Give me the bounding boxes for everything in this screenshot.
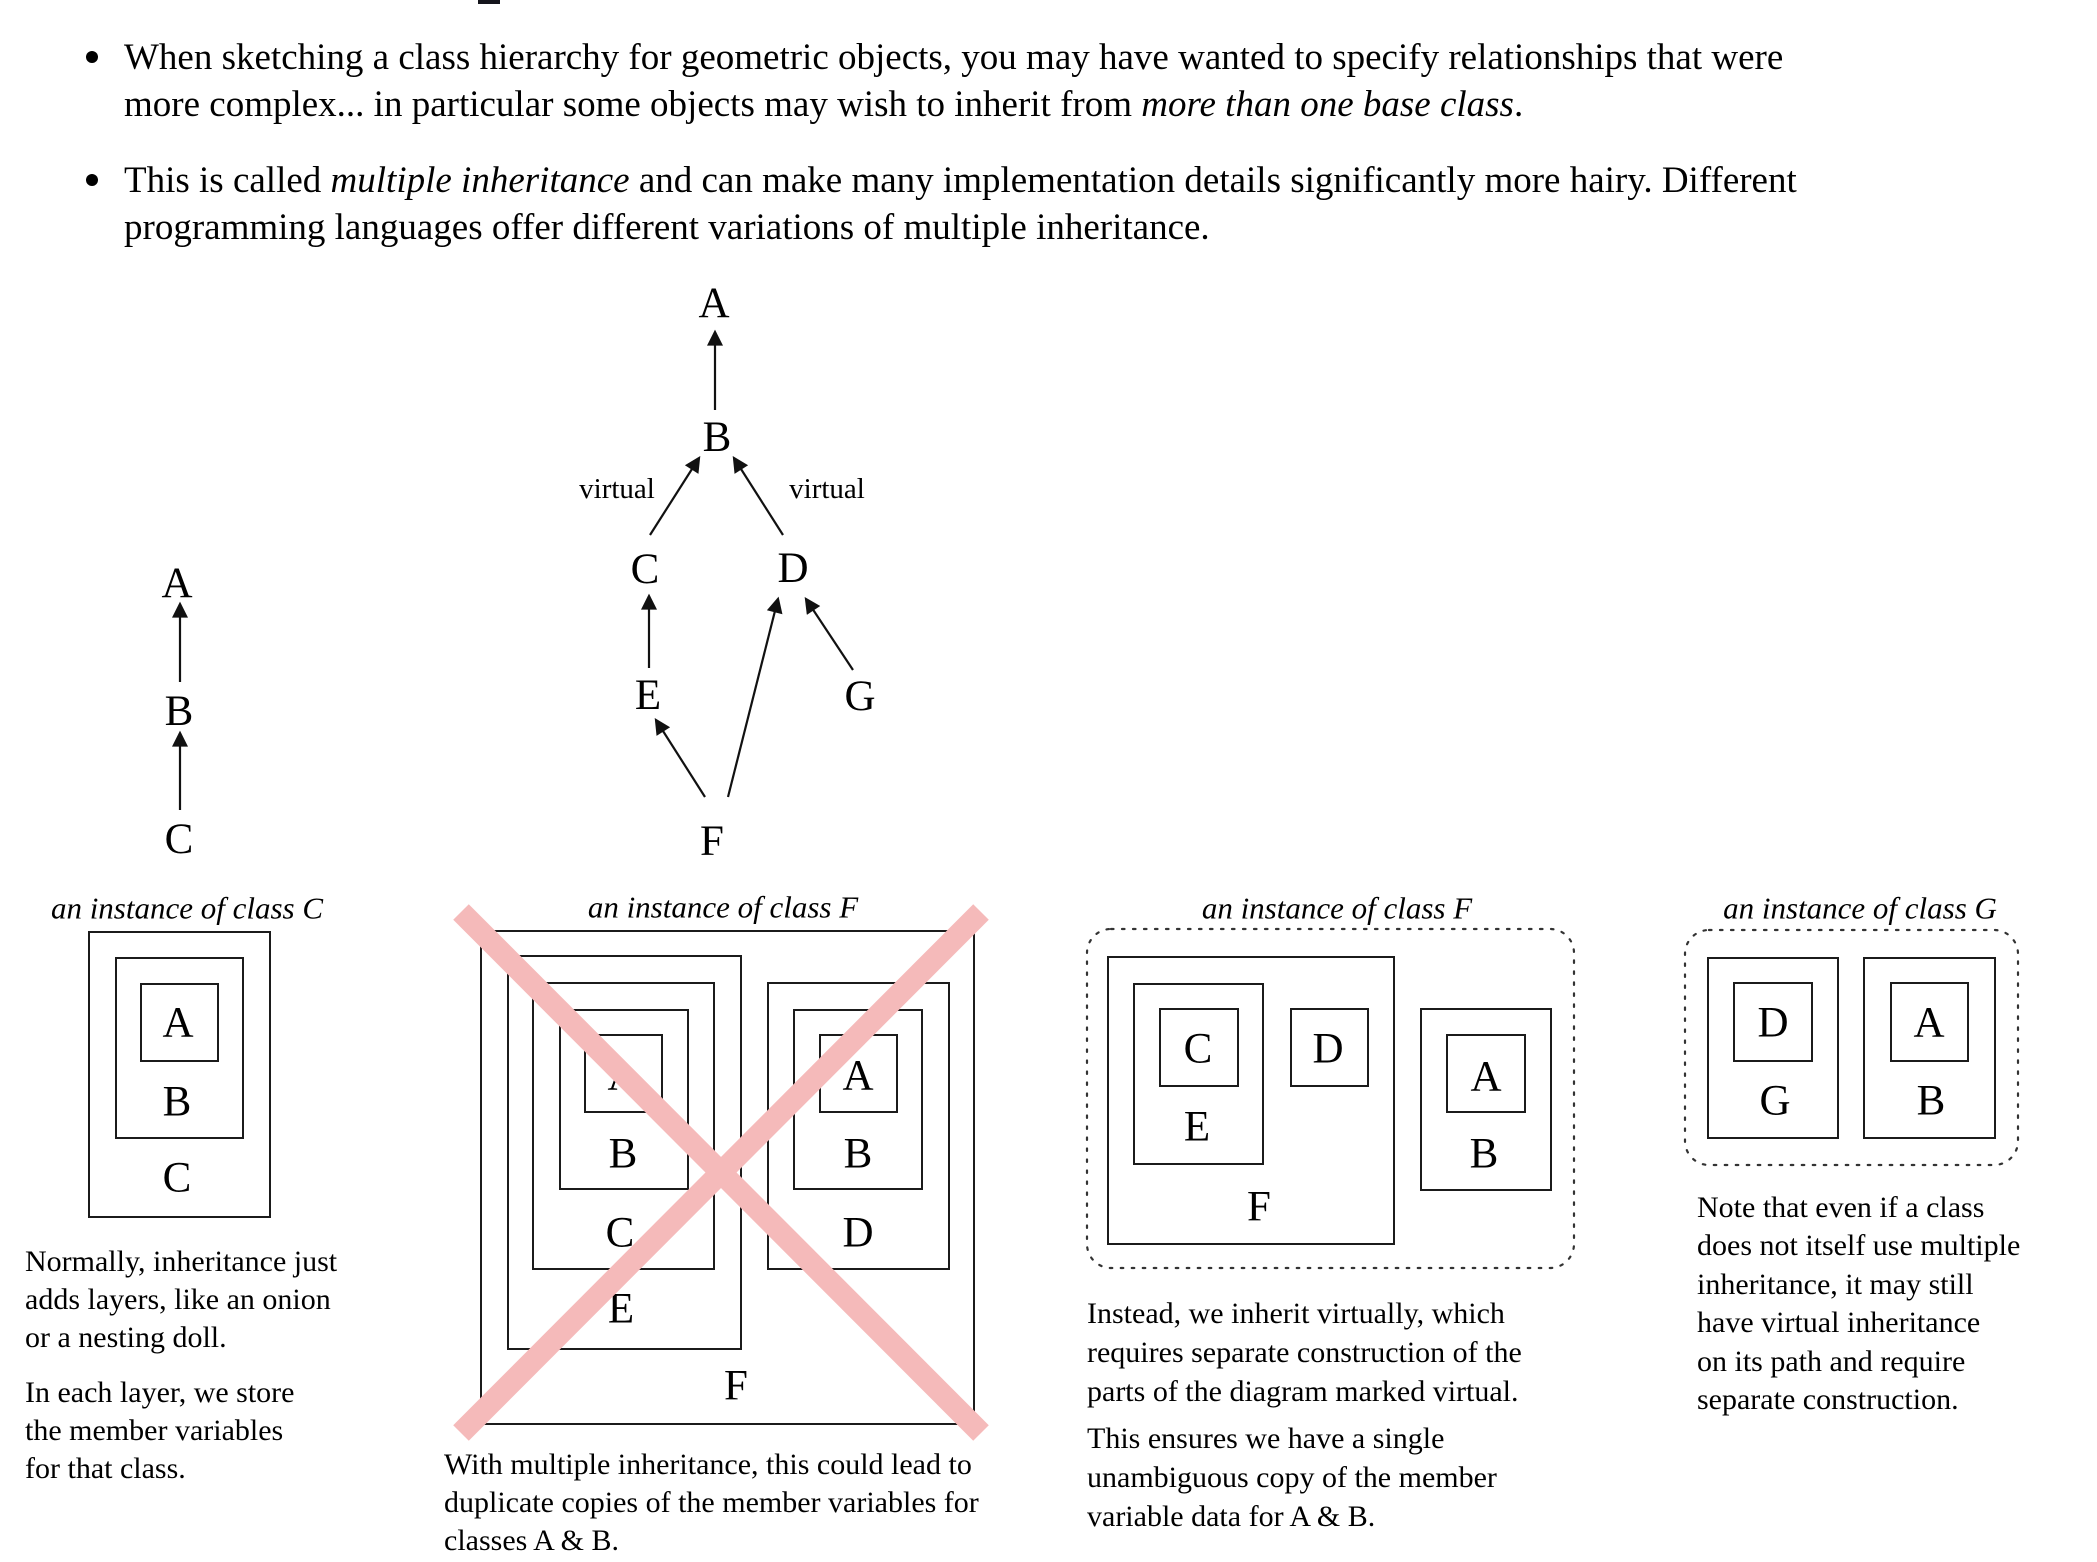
bullet-2-line1-post: and can make many implementation details significantly more hairy. Different xyxy=(629,160,1797,201)
caption-onion xyxy=(25,1243,337,1488)
bullet-dot xyxy=(86,51,98,63)
instance-fbad-label-c: C xyxy=(605,1209,635,1257)
instance-fbad-label-d: D xyxy=(842,1209,874,1257)
instance-fbad-title: an instance of class F xyxy=(587,889,859,925)
caption-line: have virtual inheritance xyxy=(1697,1306,1981,1340)
instance-fbad-label-b2: B xyxy=(843,1130,873,1178)
caption-line: adds layers, like an onion xyxy=(25,1283,331,1316)
cropped-title-remnant xyxy=(478,0,500,4)
node-c: C xyxy=(630,546,660,593)
instance-g-label-a: A xyxy=(1913,999,1945,1047)
instance-fgood-label-a: A xyxy=(1470,1053,1502,1101)
caption-line: for that class. xyxy=(25,1452,186,1485)
instance-c-title: an instance of class C xyxy=(50,890,324,926)
caption-line: inheritance, it may still xyxy=(1697,1267,1974,1301)
caption-line: on its path and require xyxy=(1697,1344,1966,1378)
bullet-2-line1-pre: This is called xyxy=(124,160,331,201)
instance-fgood-label-e: E xyxy=(1183,1103,1211,1151)
edge-d-to-b-virtual xyxy=(734,458,783,535)
caption-line: or a nesting doll. xyxy=(25,1321,227,1354)
edge-g-to-d xyxy=(806,599,853,670)
instance-fbad-label-e: E xyxy=(607,1285,635,1333)
virtual-label-right: virtual xyxy=(789,473,865,505)
node-d: D xyxy=(777,545,809,592)
caption-line: With multiple inheritance, this could lead to xyxy=(444,1448,972,1481)
instance-fgood-title: an instance of class F xyxy=(1201,890,1473,926)
instance-g-label-b: B xyxy=(1916,1077,1946,1125)
bullet-1-line2-pre: more complex... in particular some objects may wish to inherit from xyxy=(124,84,1142,125)
instance-g-label-d: D xyxy=(1757,999,1789,1047)
instance-fgood-label-b: B xyxy=(1469,1130,1499,1178)
instance-g-title: an instance of class G xyxy=(1723,890,1997,926)
caption-line: parts of the diagram marked virtual. xyxy=(1087,1375,1519,1408)
edge-c-to-b-virtual xyxy=(650,458,699,535)
bullet-2-line2: programming languages offer different variations of multiple inheritance. xyxy=(124,207,1210,248)
bullet-1 xyxy=(124,34,1783,128)
crossed-out-x-icon xyxy=(450,900,995,1445)
bullet-1-line2-post: . xyxy=(1513,84,1524,125)
caption-line: In each layer, we store xyxy=(25,1376,295,1409)
edge-f-to-e xyxy=(656,720,705,797)
caption-line: the member variables xyxy=(25,1414,284,1447)
instance-fbad-label-a2: A xyxy=(842,1052,874,1100)
caption-note xyxy=(1697,1189,2020,1419)
instance-fbad-label-f: F xyxy=(724,1362,748,1410)
caption-line: unambiguous copy of the member xyxy=(1087,1461,1497,1494)
bullet-1-emphasis: more than one base class xyxy=(1141,84,1514,125)
class-hierarchy-diagram xyxy=(60,280,960,880)
caption-duplicate xyxy=(444,1446,979,1560)
caption-line: requires separate construction of the xyxy=(1087,1336,1522,1369)
virtual-label-left: virtual xyxy=(579,473,655,505)
caption-line: classes A & B. xyxy=(444,1524,620,1557)
node-e: E xyxy=(634,672,662,719)
node-g: G xyxy=(844,673,876,720)
caption-line: variable data for A & B. xyxy=(1087,1500,1376,1533)
instance-c-label-a: A xyxy=(162,999,194,1047)
bullet-2 xyxy=(124,157,1797,251)
instance-fbad-label-b1: B xyxy=(608,1130,638,1178)
instance-fgood-label-f: F xyxy=(1247,1183,1271,1231)
bullet-2-emphasis: multiple inheritance xyxy=(330,160,630,201)
node-b: B xyxy=(702,414,732,461)
instance-fgood-label-d: D xyxy=(1312,1025,1344,1073)
caption-line: Normally, inheritance just xyxy=(25,1245,338,1278)
instance-c-label-c: C xyxy=(162,1154,192,1202)
instance-fgood-label-c: C xyxy=(1183,1025,1213,1073)
bullet-1-line1: When sketching a class hierarchy for geometric objects, you may have wanted to specify relationships that were xyxy=(124,37,1784,78)
instance-g-label-g: G xyxy=(1759,1077,1791,1125)
caption-line: does not itself use multiple xyxy=(1697,1229,2021,1263)
edge-f-to-d xyxy=(728,599,778,797)
node-f: F xyxy=(700,818,724,865)
instance-fbad-label-a1: A xyxy=(607,1052,639,1100)
node-a: A xyxy=(161,560,193,607)
node-b: B xyxy=(164,688,194,735)
caption-line: duplicate copies of the member variables for xyxy=(444,1486,979,1519)
instance-c-label-b: B xyxy=(162,1078,192,1126)
caption-line: This ensures we have a single xyxy=(1087,1422,1445,1455)
caption-line: separate construction. xyxy=(1697,1383,1959,1417)
caption-line: Note that even if a class xyxy=(1697,1191,1985,1224)
caption-line: Instead, we inherit virtually, which xyxy=(1087,1297,1505,1330)
bullet-dot xyxy=(86,174,98,186)
caption-virtual xyxy=(1087,1294,1522,1536)
node-a: A xyxy=(698,280,730,327)
node-c: C xyxy=(164,816,194,863)
